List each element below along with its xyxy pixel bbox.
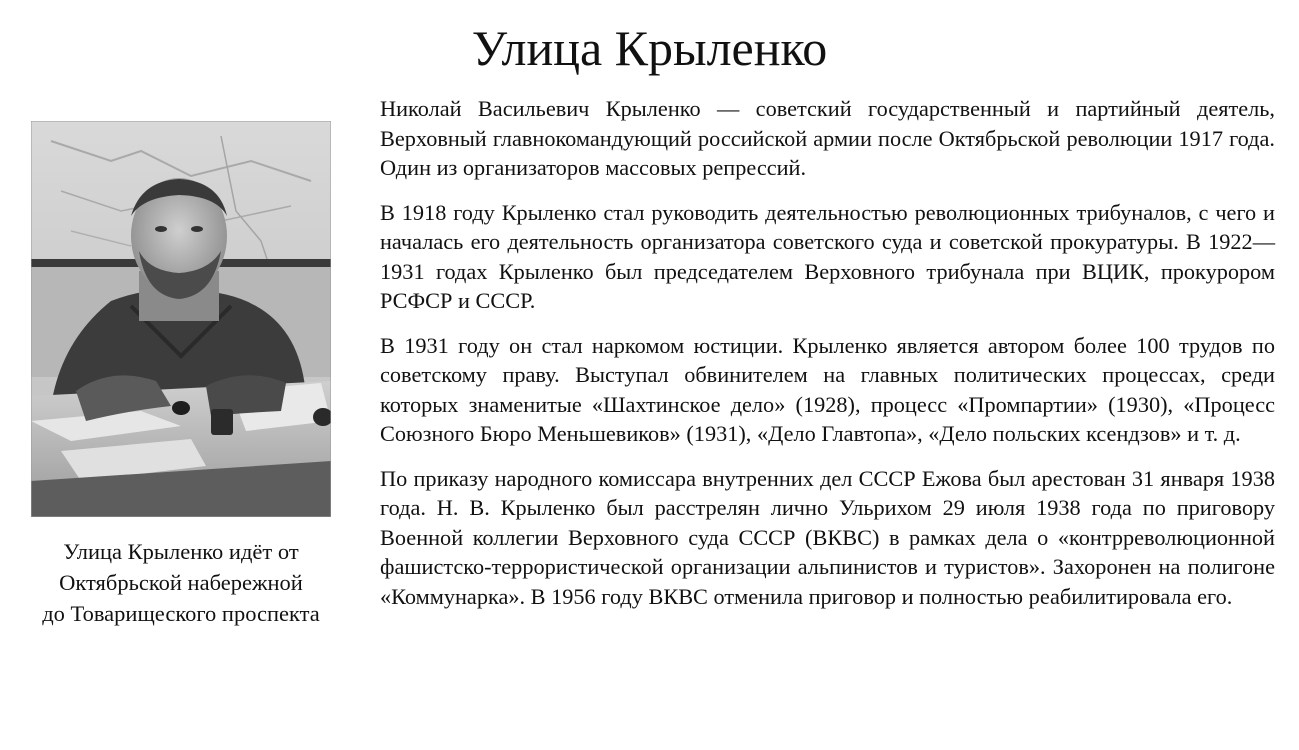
article-body [380,94,1275,626]
article-paragraph: Николай Васильевич Крыленко — советский государственный и партийный деятель, Верховный главнокомандующий российской армии после Октябрьской революции 1917 года. Один из организаторов массовых репрессий. [380,96,1275,180]
page-title: Улица Крыленко [471,20,828,76]
article-paragraph: В 1918 году Крыленко стал руководить деятельностью революционных трибуналов, с чего и началась его деятельность организатора советского суда и советской прокуратуры. В 1922—1931 годах Крыленко был председателем Верховного трибунала при ВЦИК, прокурором РСФСР и СССР. [380,199,1275,313]
photo-caption [8,536,354,629]
article-paragraph: В 1931 году он стал наркомом юстиции. Крыленко является автором более 100 трудов по советскому праву. Выступал обвинителем на главных политических процессах, среди которых знаменитые «Шахтинское дело» (1928), процесс «Промпартии» (1930), «Процесс Союзного Бюро Меньшевиков» (1931), «Дело Главтопа», «Дело польских ксендзов» и т. д. [380,332,1275,446]
article-paragraph: По приказу народного комиссара внутренних дел СССР Ежова был арестован 31 января 1938 года. Н. В. Крыленко был расстрелян лично Ульрихом 29 июля 1938 года по приговору Военной коллегии Верховного суда СССР (ВКВС) в рамках дела о «контрреволюционной фашистско-террористической организации альпинистов и туристов». Захоронен на полигоне «Коммунарка». В 1956 году ВКВС отменила приговор и полностью реабилитировала его. [380,465,1275,609]
portrait-photo-icon [31,121,331,517]
portrait-photo [31,121,331,517]
caption-line: Октябрьской набережной [59,570,303,595]
caption-line: до Товарищеского проспекта [42,601,320,626]
caption-line: Улица Крыленко идёт от [63,539,299,564]
